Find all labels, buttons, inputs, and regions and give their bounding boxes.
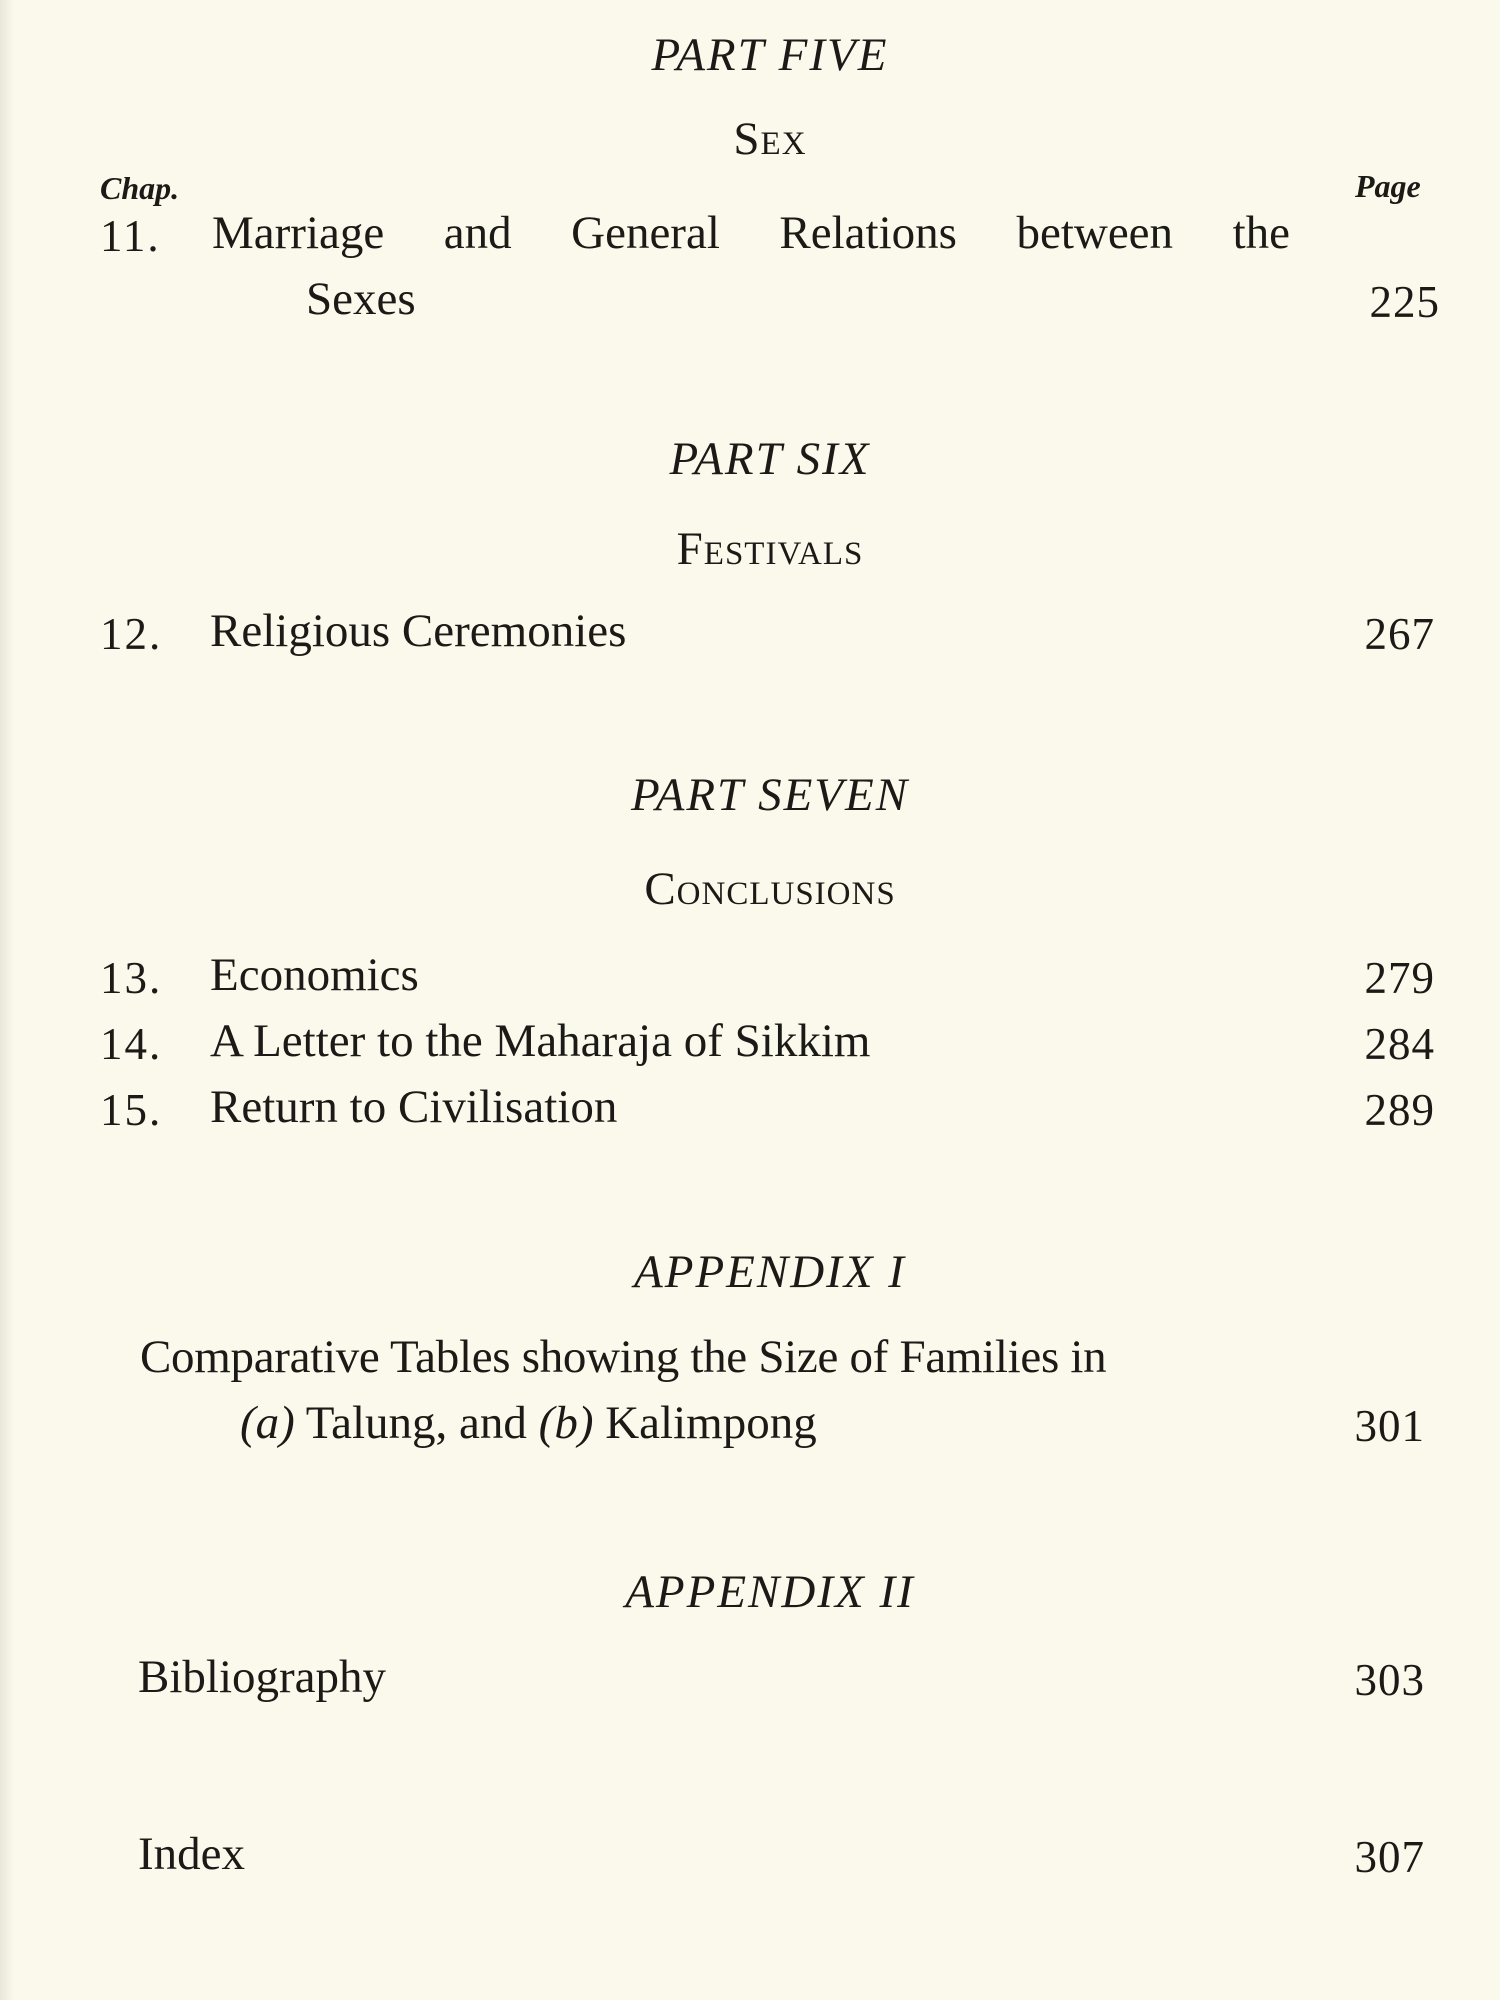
chapter-title-line-1: Marriage and General Relations between the — [212, 207, 1290, 259]
page-number: 279 — [1364, 953, 1435, 1003]
chapter-number: 12. — [100, 609, 163, 659]
chapter-title: A Letter to the Maharaja of Sikkim — [210, 1015, 871, 1067]
page-column-label: Page — [1355, 168, 1421, 204]
appendix-i-heading: APPENDIX I — [634, 1246, 906, 1298]
part-six-section-title: Festivals — [676, 523, 864, 575]
page-number: 267 — [1364, 609, 1435, 659]
entry-text: Talung, and — [294, 1397, 539, 1449]
appendix-ii-heading: APPENDIX II — [625, 1566, 915, 1618]
appendix-i-entry-line-2 — [240, 1396, 817, 1450]
chapter-title: Return to Civilisation — [210, 1081, 618, 1133]
part-seven-section-title: Conclusions — [644, 863, 896, 915]
page-number: 289 — [1364, 1085, 1435, 1135]
page-number: 284 — [1364, 1019, 1435, 1069]
chapter-number: 14. — [100, 1019, 163, 1069]
page-number: 301 — [1354, 1401, 1425, 1451]
bibliography-entry: Bibliography — [138, 1651, 387, 1703]
part-six-heading: PART SIX — [669, 433, 871, 485]
entry-text: Kalimpong — [593, 1397, 817, 1449]
index-entry: Index — [138, 1828, 246, 1880]
page-edge — [0, 0, 14, 2000]
page-number: 307 — [1354, 1832, 1425, 1882]
page-number: 225 — [1369, 277, 1440, 327]
part-seven-heading: PART SEVEN — [630, 769, 910, 821]
part-five-heading: PART FIVE — [651, 29, 889, 81]
appendix-i-entry-line-1: Comparative Tables showing the Size of Families in — [140, 1331, 1107, 1383]
item-marker-b: (b) — [538, 1397, 594, 1449]
page-number: 303 — [1354, 1655, 1425, 1705]
chapter-column-label: Chap. — [100, 170, 180, 206]
chapter-number: 15. — [100, 1085, 163, 1135]
item-marker-a: (a) — [240, 1397, 295, 1449]
chapter-title-line-2: Sexes — [306, 273, 416, 325]
chapter-title: Economics — [210, 949, 419, 1001]
chapter-number: 11. — [100, 211, 161, 261]
chapter-number: 13. — [100, 953, 163, 1003]
part-five-section-title: Sex — [733, 113, 807, 165]
chapter-title: Religious Ceremonies — [210, 605, 627, 657]
